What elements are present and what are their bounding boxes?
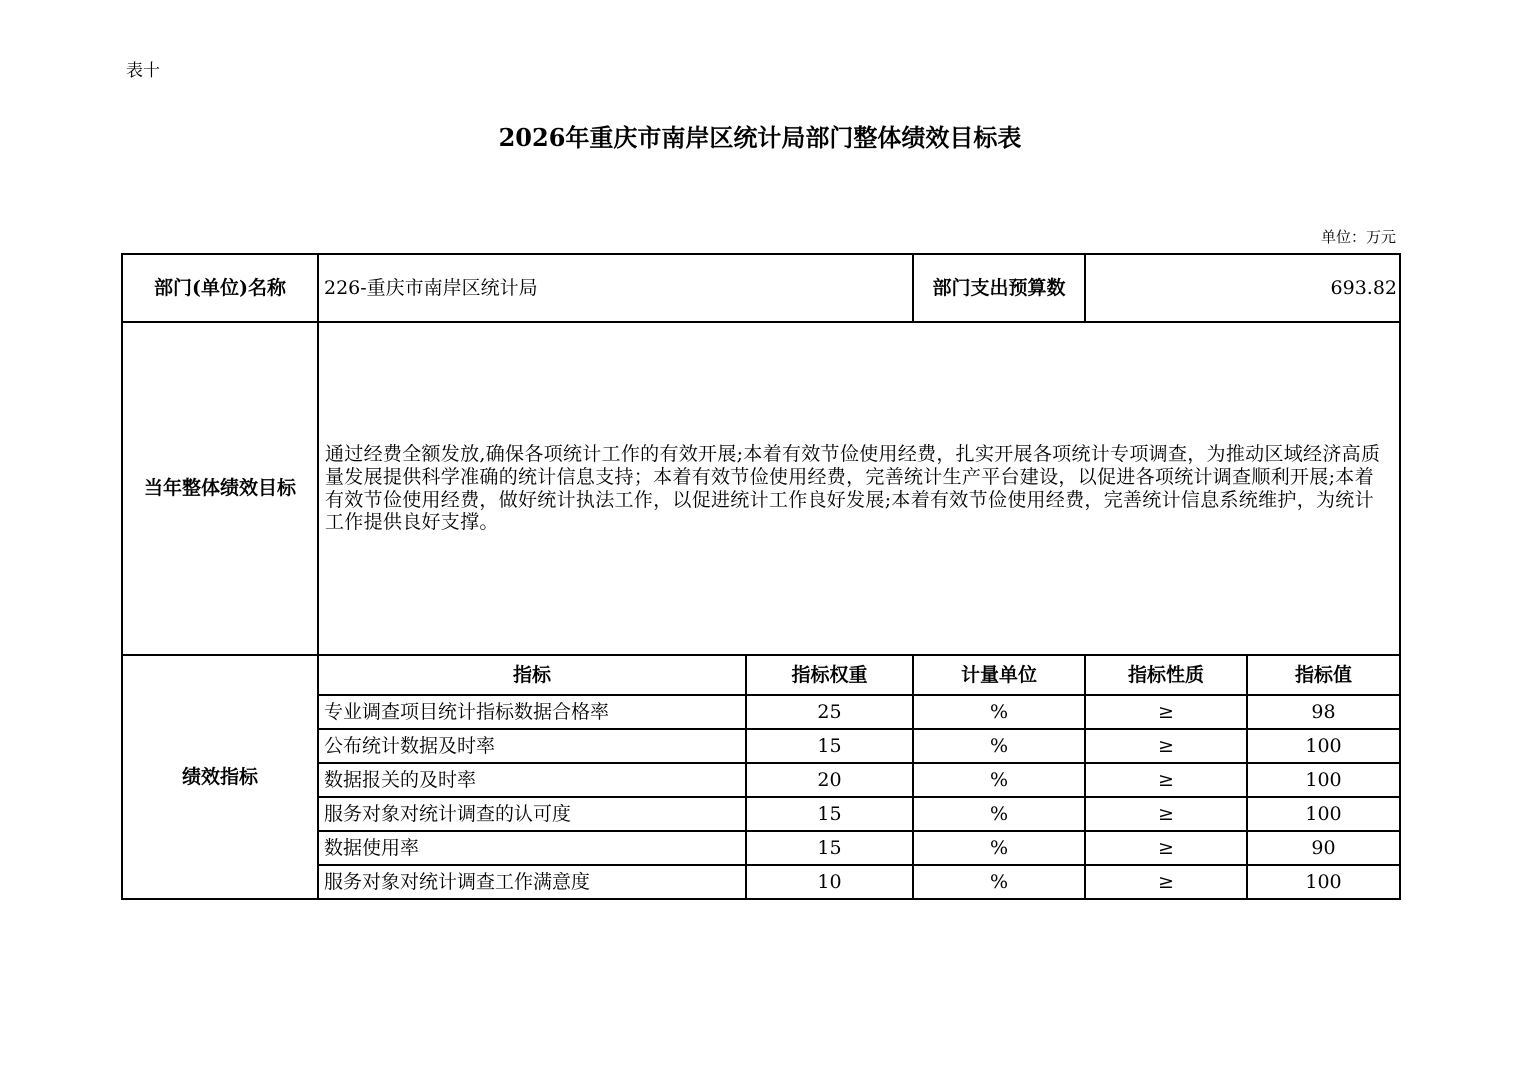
- page-title: 2026年重庆市南岸区统计局部门整体绩效目标表: [498, 123, 1022, 152]
- indicator-value: 90: [1247, 831, 1400, 865]
- indicator-weight: 25: [746, 695, 913, 729]
- indicator-nature: ≥: [1085, 729, 1247, 763]
- budget-value: 693.82: [1085, 254, 1400, 322]
- indicator-unit: %: [913, 831, 1085, 865]
- header-weight: 指标权重: [746, 655, 913, 695]
- indicator-weight: 15: [746, 831, 913, 865]
- dept-name-label: 部门(单位)名称: [122, 254, 318, 322]
- table-label: 表十: [126, 61, 160, 81]
- indicator-nature: ≥: [1085, 831, 1247, 865]
- indicator-nature: ≥: [1085, 763, 1247, 797]
- indicator-nature: ≥: [1085, 797, 1247, 831]
- indicator-value: 100: [1247, 865, 1400, 899]
- dept-name-value: 226-重庆市南岸区统计局: [318, 254, 913, 322]
- indicator-weight: 15: [746, 797, 913, 831]
- indicator-name: 公布统计数据及时率: [318, 729, 746, 763]
- indicator-value: 100: [1247, 763, 1400, 797]
- indicator-name: 数据使用率: [318, 831, 746, 865]
- indicator-name: 服务对象对统计调查的认可度: [318, 797, 746, 831]
- goal-row: [122, 322, 1400, 655]
- indicator-nature: ≥: [1085, 865, 1247, 899]
- performance-table: [121, 253, 1401, 900]
- goal-label: 当年整体绩效目标: [122, 322, 318, 655]
- indicator-weight: 10: [746, 865, 913, 899]
- indicator-unit: %: [913, 865, 1085, 899]
- indicator-unit: %: [913, 797, 1085, 831]
- header-nature: 指标性质: [1085, 655, 1247, 695]
- goal-text: 通过经费全额发放,确保各项统计工作的有效开展;本着有效节俭使用经费，扎实开展各项统计专项调查，为推动区域经济高质量发展提供科学准确的统计信息支持；本着有效节俭使用经费，完善统计生产平台建设，以促进各项统计调查顺利开展;本着有效节俭使用经费，做好统计执法工作，以促进统计工作良好发展;本着有效节俭使用经费，完善统计信息系统维护，为统计工作提供良好支撑。: [318, 322, 1400, 655]
- indicator-weight: 20: [746, 763, 913, 797]
- indicator-value: 98: [1247, 695, 1400, 729]
- indicator-value: 100: [1247, 729, 1400, 763]
- indicator-name: 专业调查项目统计指标数据合格率: [318, 695, 746, 729]
- indicators-section-label: 绩效指标: [122, 655, 318, 899]
- indicator-unit: %: [913, 763, 1085, 797]
- indicator-unit: %: [913, 695, 1085, 729]
- indicator-unit: %: [913, 729, 1085, 763]
- unit-note: 单位：万元: [1320, 228, 1396, 246]
- indicator-name: 数据报关的及时率: [318, 763, 746, 797]
- indicator-name: 服务对象对统计调查工作满意度: [318, 865, 746, 899]
- indicator-value: 100: [1247, 797, 1400, 831]
- budget-label: 部门支出预算数: [913, 254, 1085, 322]
- header-value: 指标值: [1247, 655, 1400, 695]
- indicator-nature: ≥: [1085, 695, 1247, 729]
- header-indicator: 指标: [318, 655, 746, 695]
- header-unit: 计量单位: [913, 655, 1085, 695]
- indicator-weight: 15: [746, 729, 913, 763]
- indicator-header-row: [122, 655, 1400, 695]
- dept-row: [122, 254, 1400, 322]
